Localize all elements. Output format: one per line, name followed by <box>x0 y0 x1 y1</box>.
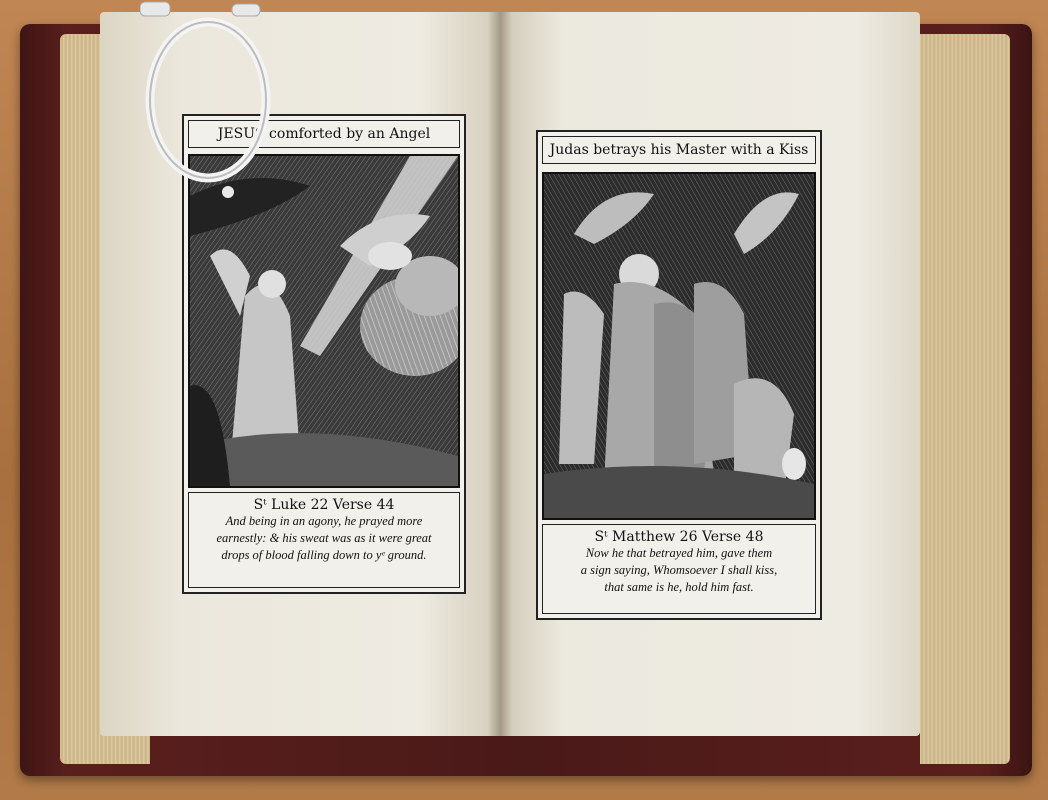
right-engraving-plate <box>536 130 822 620</box>
left-verse-line: And being in an agony, he prayed more <box>225 514 423 528</box>
left-caption <box>188 492 460 588</box>
left-plate-title: JESUS comforted by an Angel <box>188 120 460 148</box>
judas-kiss-scene-icon <box>544 174 814 518</box>
book-gutter <box>488 12 512 736</box>
right-verse-line: Now he that betrayed him, gave them <box>585 546 773 560</box>
left-verse-line: drops of blood falling down to yᵉ ground. <box>221 548 427 562</box>
left-scripture-reference: Sᵗ Luke 22 Verse 44 <box>253 497 395 513</box>
left-engraving-image <box>188 154 460 488</box>
magnifier-loop-icon[interactable] <box>140 0 280 185</box>
right-verse-line: that same is he, hold him fast. <box>604 580 754 594</box>
left-engraving-plate <box>182 114 466 594</box>
right-plate-title: Judas betrays his Master with a Kiss <box>542 136 816 164</box>
right-caption <box>542 524 816 614</box>
angel-comforting-scene-icon <box>190 156 458 486</box>
page-edges-right <box>920 34 1010 764</box>
right-scripture-reference: Sᵗ Matthew 26 Verse 48 <box>594 529 764 545</box>
right-engraving-image <box>542 172 816 520</box>
left-verse-line: earnestly: & his sweat was as it were great <box>216 531 432 545</box>
right-verse-line: a sign saying, Whomsoever I shall kiss, <box>580 563 778 577</box>
